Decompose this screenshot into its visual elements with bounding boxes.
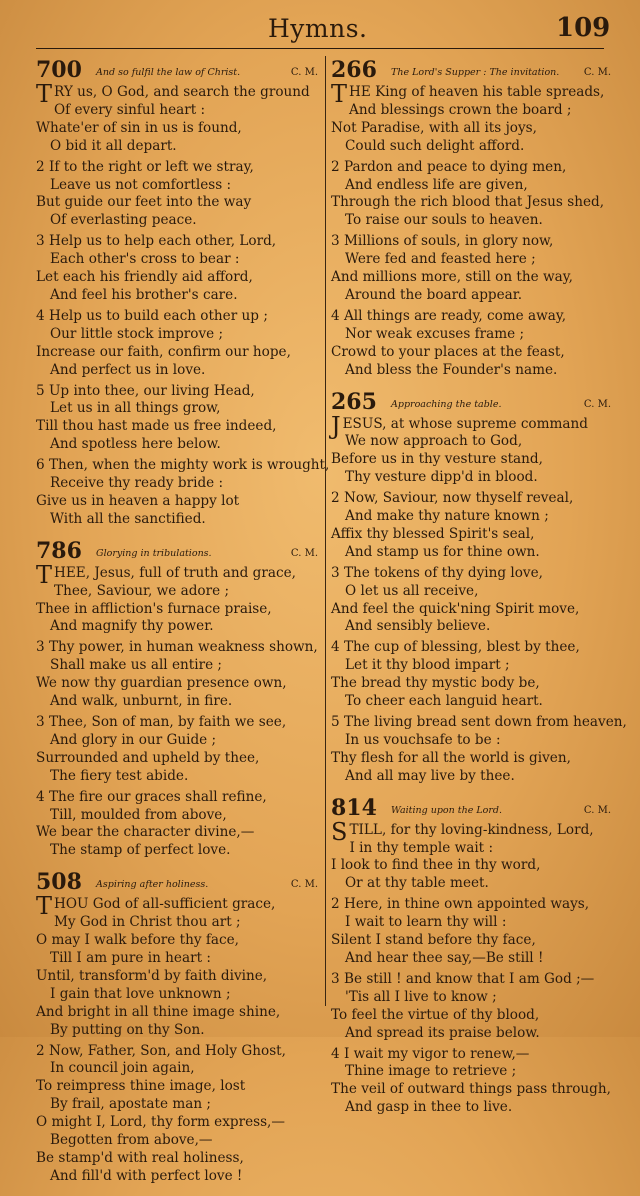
header-rule — [36, 48, 604, 49]
verse-line: 3 Thy power, in human weakness shown, — [36, 639, 318, 656]
verse-text: HOU God of all-sufficient grace, — [54, 896, 276, 913]
verse-line: 2 If to the right or left we stray, — [36, 158, 254, 175]
stanza — [36, 892, 320, 1039]
verse-line: Be stamp'd with real holiness, — [36, 1149, 244, 1166]
verse-line: And feel his brother's care. — [50, 286, 238, 303]
stanza — [36, 789, 320, 861]
verse-line: To feel the virtue of thy blood, — [331, 1006, 540, 1023]
hymn-title: Aspiring after holiness. — [96, 879, 209, 891]
hymn-meter: C. M. — [290, 67, 318, 78]
verse-line: 3 The tokens of thy dying love, — [331, 564, 543, 581]
hymn-head — [36, 58, 320, 84]
verse-line — [331, 817, 613, 846]
verse-line: Affix thy blessed Spirit's seal, — [331, 525, 535, 542]
verse-line: And spotless here below. — [50, 436, 221, 453]
stanza — [36, 159, 320, 231]
verse-line: Surrounded and upheld by thee, — [36, 749, 260, 766]
verse-line: And make thy nature known ; — [345, 508, 549, 525]
verse-line: And bless the Founder's name. — [345, 361, 558, 378]
hymn — [331, 58, 613, 380]
verse-line: The veil of outward things pass through, — [331, 1081, 611, 1098]
verse-line: And all may live by thee. — [345, 767, 515, 784]
hymn-number: 700 — [36, 57, 82, 83]
right-column — [331, 57, 627, 1127]
verse-text: ESUS, at whose supreme command — [342, 415, 588, 432]
verse-line: And stamp us for thine own. — [345, 543, 540, 560]
verse-line: Until, transform'd by faith divine, — [36, 967, 268, 984]
verse-line: And endless life are given, — [345, 176, 528, 193]
stanza — [36, 80, 320, 156]
hymn-head — [331, 796, 613, 822]
stanza — [331, 971, 613, 1043]
verse-line: Thee in affliction's furnace praise, — [36, 600, 272, 617]
verse-line: 6 Then, when the mighty work is wrought, — [36, 457, 330, 474]
verse-text: HE King of heaven his table spreads, — [349, 84, 605, 100]
verse-line: O bid it all depart. — [50, 137, 177, 154]
running-title: Hymns. — [268, 14, 368, 43]
verse-line — [36, 560, 320, 589]
stanza — [36, 1043, 320, 1186]
verse-line: 2 Here, in thine own appointed ways, — [331, 896, 590, 913]
verse-line — [36, 80, 320, 108]
verse-line: Whate'er of sin in us is found, — [36, 119, 242, 136]
verse-line: Around the board appear. — [345, 286, 523, 303]
verse-line: Shall make us all entire ; — [50, 657, 223, 674]
verse-line: O may I walk before thy face, — [36, 932, 239, 949]
verse-line: I gain that love unknown ; — [50, 985, 231, 1002]
verse-line: Of everlasting peace. — [50, 212, 197, 229]
verse-line: To cheer each languid heart. — [345, 693, 543, 710]
verse-line: 4 The cup of blessing, blest by thee, — [331, 639, 580, 656]
verse-line: 4 Help us to build each other up ; — [36, 307, 268, 324]
stanza — [331, 308, 613, 380]
verse-line: 2 Now, Saviour, now thyself reveal, — [331, 490, 574, 507]
verse-line: The fiery test abide. — [50, 767, 189, 784]
verse-line: Thy vesture dipp'd in blood. — [345, 469, 538, 486]
hymn-number: 508 — [36, 869, 82, 896]
verse-line: With all the sanctified. — [50, 510, 206, 527]
verse-line: Could such delight afford. — [345, 137, 525, 154]
verse-line: In us vouchsafe to be : — [345, 731, 501, 748]
verse-line: Our little stock improve ; — [50, 325, 224, 342]
verse-line: And glory in our Guide ; — [50, 731, 217, 748]
hymn-head — [331, 58, 613, 84]
hymn — [36, 539, 320, 861]
stanza — [36, 383, 320, 455]
verse-line: Through the rich blood that Jesus shed, — [331, 194, 605, 211]
stanza — [331, 1046, 613, 1118]
verse-line: By frail, apostate man ; — [50, 1096, 211, 1113]
verse-line: And feel the quick'ning Spirit move, — [331, 600, 580, 617]
hymn-title: Glorying in tribulations. — [96, 547, 212, 559]
verse-line: 5 Up into thee, our living Head, — [36, 382, 255, 399]
stanza — [36, 457, 330, 529]
verse-line: 2 Pardon and peace to dying men, — [331, 158, 567, 175]
verse-line: To raise our souls to heaven. — [345, 212, 543, 229]
hymn-meter: C. M. — [290, 879, 318, 891]
hymn — [36, 870, 320, 1186]
hymn — [331, 796, 613, 1118]
verse-line: In council join again, — [50, 1060, 195, 1077]
verse-line: The bread thy mystic body be, — [331, 675, 540, 692]
verse-line: Let it thy blood impart ; — [345, 657, 510, 674]
hymn-meter: C. M. — [583, 804, 611, 816]
hymn-head — [331, 390, 613, 416]
verse-line: And blessings crown the board ; — [349, 101, 572, 118]
verse-line: We now approach to God, — [345, 433, 523, 450]
verse-line: And walk, unburnt, in fire. — [50, 693, 233, 710]
stanza — [331, 411, 613, 488]
verse-line: We bear the character divine,— — [36, 824, 255, 841]
stanza — [331, 817, 613, 894]
verse-line: Thine image to retrieve ; — [345, 1063, 517, 1080]
verse-line: 5 The living bread sent down from heaven, — [331, 714, 627, 730]
hymn-title: And so fulfil the law of Christ. — [96, 67, 241, 78]
verse-line: The stamp of perfect love. — [50, 842, 231, 859]
verse-line: And millions more, still on the way, — [331, 269, 573, 286]
verse-text: TILL, for thy loving-kindness, Lord, — [349, 821, 594, 838]
hymn-head — [36, 870, 320, 896]
column-divider — [325, 56, 326, 1006]
stanza — [36, 639, 320, 711]
hymn-meter: C. M. — [583, 67, 611, 78]
verse-line: By putting on thy Son. — [50, 1021, 205, 1038]
verse-line: And magnify thy power. — [50, 618, 214, 635]
verse-line: And perfect us in love. — [50, 361, 206, 378]
verse-line: Till I am pure in heart : — [50, 949, 211, 966]
verse-line: I wait to learn thy will : — [345, 914, 507, 931]
verse-line: Increase our faith, confirm our hope, — [36, 343, 291, 360]
verse-line: But guide our feet into the way — [36, 194, 252, 211]
verse-line: Let us in all things grow, — [50, 400, 221, 417]
verse-line: Receive thy ready bride : — [50, 475, 224, 492]
hymn — [36, 57, 330, 529]
drop-cap: S — [331, 817, 348, 846]
drop-cap: T — [36, 892, 53, 921]
verse-line: Silent I stand before thy face, — [331, 932, 536, 949]
verse-line: 2 Now, Father, Son, and Holy Ghost, — [36, 1042, 286, 1059]
hymn-meter: C. M. — [583, 398, 611, 410]
verse-line: 4 All things are ready, come away, — [331, 307, 567, 324]
verse-line: 3 Help us to help each other, Lord, — [36, 233, 277, 250]
drop-cap: J — [331, 411, 341, 440]
verse-line: Leave us not comfortless : — [50, 176, 232, 193]
hymn-number: 786 — [36, 537, 82, 564]
verse-line: Give us in heaven a happy lot — [36, 492, 240, 509]
hymn-meter: C. M. — [290, 547, 318, 559]
verse-line — [331, 80, 613, 108]
verse-line: 3 Thee, Son of man, by faith we see, — [36, 714, 287, 730]
stanza — [36, 714, 320, 786]
verse-line: Each other's cross to bear : — [50, 251, 240, 268]
hymn — [331, 388, 627, 786]
hymn-title: Approaching the table. — [391, 398, 502, 410]
hymn-title: The Lord's Supper : The invitation. — [391, 67, 560, 78]
verse-line: Nor weak excuses frame ; — [345, 325, 525, 342]
verse-line: Not Paradise, with all its joys, — [331, 119, 537, 136]
page-header — [0, 0, 640, 46]
verse-line: We now thy guardian presence own, — [36, 675, 287, 692]
verse-line: Let each his friendly aid afford, — [36, 269, 253, 286]
verse-line: My God in Christ thou art ; — [54, 914, 241, 931]
stanza — [331, 159, 613, 231]
verse-line: And sensibly believe. — [345, 618, 491, 635]
verse-text: HEE, Jesus, full of truth and grace, — [54, 564, 296, 581]
verse-text: RY us, O God, and search the ground — [54, 84, 310, 100]
page-number: 109 — [556, 13, 611, 43]
verse-line: Crowd to your places at the feast, — [331, 343, 565, 360]
verse-line — [36, 892, 320, 921]
verse-line: Till, moulded from above, — [50, 806, 227, 823]
stanza — [331, 565, 613, 637]
left-column — [36, 57, 330, 1196]
stanza — [36, 233, 320, 305]
hymn-number: 814 — [331, 794, 377, 821]
drop-cap: T — [36, 560, 53, 589]
verse-line: Were fed and feasted here ; — [345, 251, 536, 268]
verse-line: I look to find thee in thy word, — [331, 857, 541, 874]
verse-line: 'Tis all I live to know ; — [345, 988, 497, 1005]
verse-line: And spread its praise below. — [345, 1024, 540, 1041]
hymn-head — [36, 539, 320, 565]
stanza — [36, 560, 320, 637]
verse-line: 4 I wait my vigor to renew,— — [331, 1045, 530, 1062]
stanza — [331, 80, 613, 156]
stanza — [36, 308, 320, 380]
verse-line: Or at thy table meet. — [345, 875, 489, 892]
verse-line: Thy flesh for all the world is given, — [331, 749, 571, 766]
drop-cap: T — [331, 80, 348, 108]
stanza — [331, 490, 613, 562]
hymn-number: 266 — [331, 57, 377, 83]
stanza — [331, 896, 613, 968]
verse-line: Till thou hast made us free indeed, — [36, 418, 277, 435]
hymn-number: 265 — [331, 388, 377, 415]
drop-cap: T — [36, 80, 53, 108]
verse-line: I in thy temple wait : — [349, 839, 494, 856]
verse-line: 4 The fire our graces shall refine, — [36, 788, 267, 805]
stanza — [331, 233, 613, 305]
verse-line: And fill'd with perfect love ! — [50, 1167, 243, 1184]
hymn-title: Waiting upon the Lord. — [391, 804, 503, 816]
verse-line: And hear thee say,—Be still ! — [345, 949, 544, 966]
stanza — [331, 639, 613, 711]
verse-line: Of every sinful heart : — [54, 101, 206, 118]
verse-line: To reimpress thine image, lost — [36, 1078, 246, 1095]
verse-line: Begotten from above,— — [50, 1132, 213, 1149]
verse-line — [331, 411, 613, 440]
verse-line: And bright in all thine image shine, — [36, 1003, 281, 1020]
verse-line: O might I, Lord, thy form express,— — [36, 1114, 285, 1131]
verse-line: And gasp in thee to live. — [345, 1099, 513, 1116]
verse-line: Thee, Saviour, we adore ; — [54, 582, 230, 599]
verse-line: 3 Millions of souls, in glory now, — [331, 233, 554, 250]
verse-line: Before us in thy vesture stand, — [331, 451, 543, 468]
verse-line: 3 Be still ! and know that I am God ;— — [331, 970, 595, 987]
verse-line: O let us all receive, — [345, 582, 479, 599]
stanza — [331, 714, 627, 786]
